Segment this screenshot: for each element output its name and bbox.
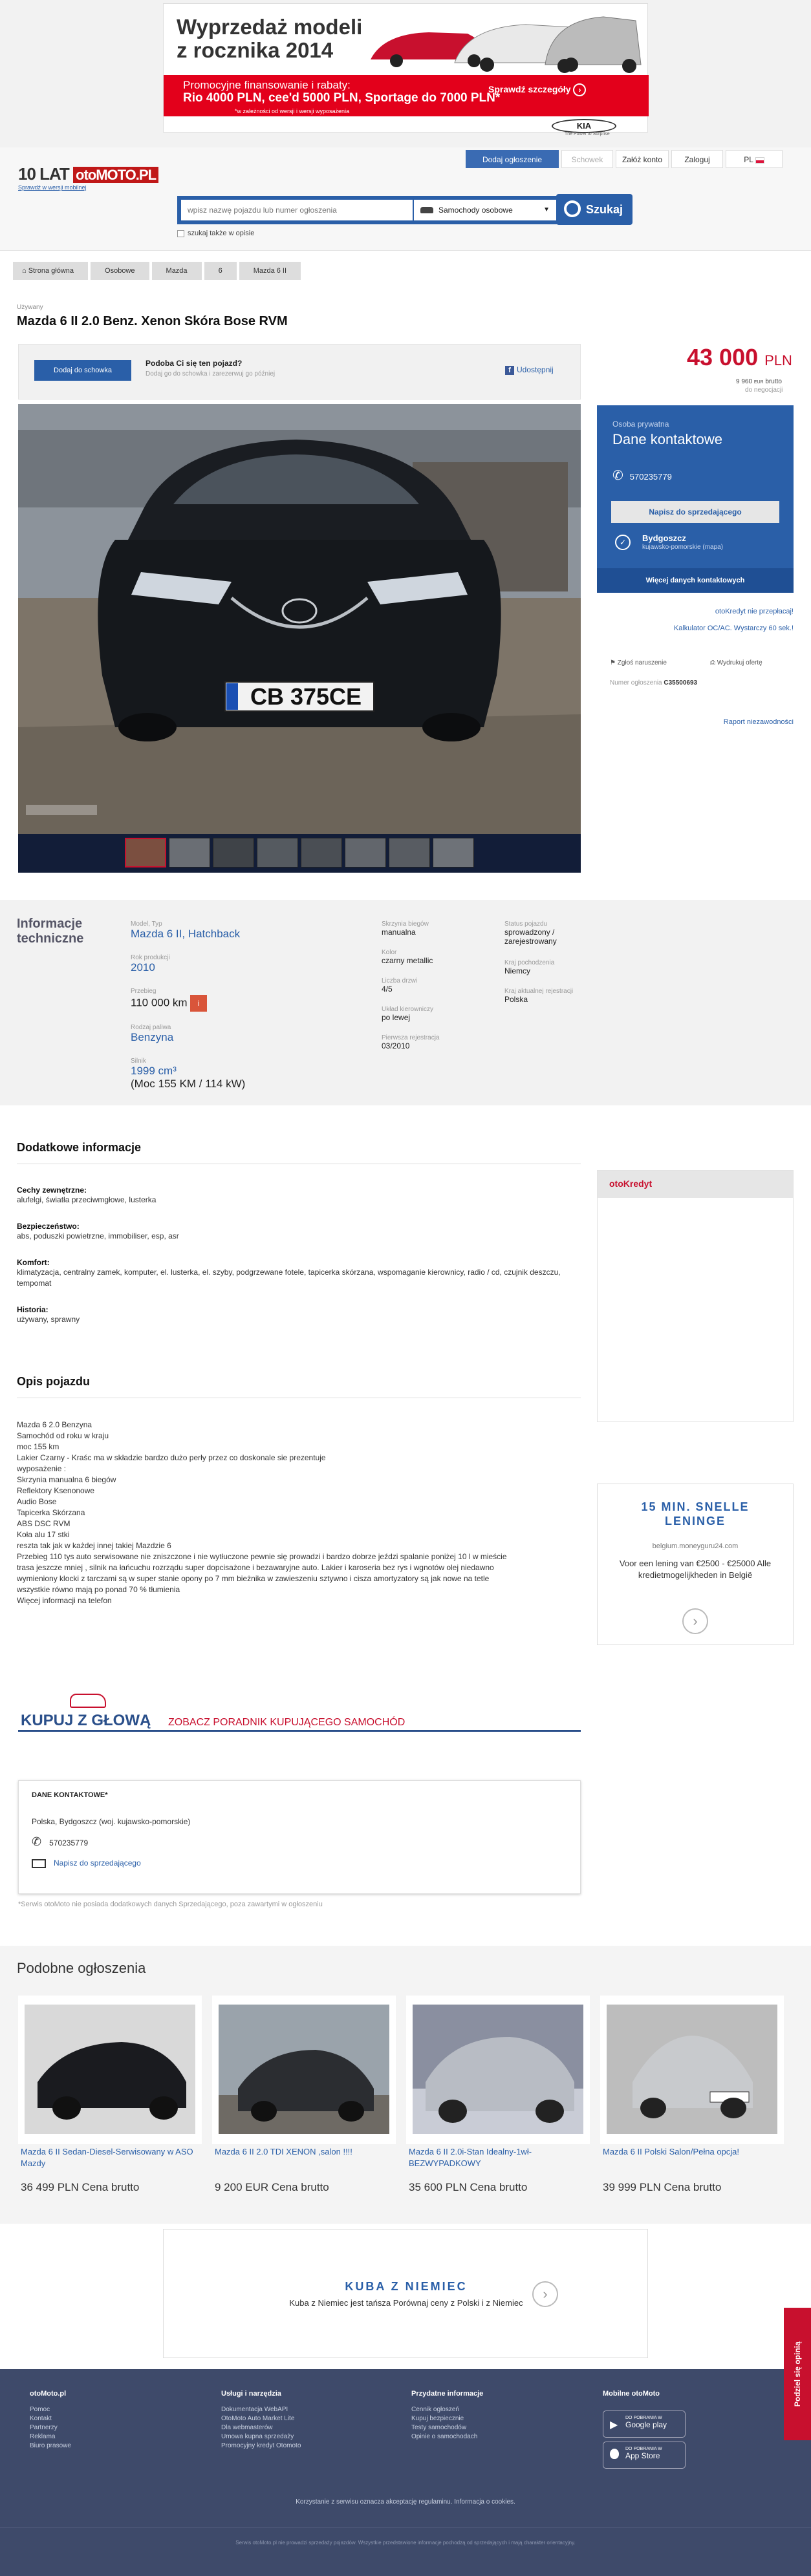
flag-icon: ⚑ — [610, 659, 616, 666]
loan-ad-url: belgium.moneyguru24.com — [652, 1542, 739, 1550]
similar-ad-info — [215, 2146, 396, 2158]
add-ad-button[interactable]: Dodaj ogłoszenie — [466, 150, 559, 168]
site-footer — [0, 2369, 811, 2576]
arrow-right-icon[interactable]: › — [682, 1608, 708, 1634]
kuba-ad-text: Kuba z Niemiec jest tańsza Porównaj ceny z Polski i z Niemiec — [289, 2298, 523, 2308]
footer-col-mobile: Mobilne otoMoto ▶ DO POBRANIA W Google play DO POBRANIA W App Store — [603, 2390, 660, 2398]
home-icon: ⌂ — [22, 267, 27, 275]
footer-link[interactable]: Opinie o samochodach — [411, 2433, 478, 2440]
flag-pl-icon — [755, 157, 764, 164]
insurance-calc-link[interactable]: Kalkulator OC/AC. Wystarczy 60 sek.! — [673, 624, 794, 632]
footer-col-services: Usługi i narzędzia Dokumentacja WebAPI OtoMoto Auto Market Lite Dla webmasterów Umowa kupna sprzedaży Promocyjny kredyt Otomoto — [221, 2390, 301, 2449]
google-play-icon: ▶ — [610, 2420, 618, 2431]
facebook-icon: f — [505, 366, 514, 375]
thumbnail[interactable] — [389, 838, 430, 868]
description-title: Opis pojazdu — [17, 1375, 91, 1388]
breadcrumb-item[interactable]: 6 — [204, 262, 237, 280]
contact-phone-bottom[interactable]: ✆ 570235779 — [32, 1835, 89, 1848]
price: 43 000 PLN — [687, 344, 792, 370]
spec-model: Model, Typ Mazda 6 II, Hatchback — [131, 921, 241, 940]
print-button[interactable]: ⎙ Wydrukuj ofertę — [710, 659, 762, 666]
actions-bar — [18, 344, 581, 399]
breadcrumb-home[interactable]: ⌂ Strona główna — [13, 262, 88, 280]
spec-first-registration: Pierwsza rejestracja 03/2010 — [382, 1034, 440, 1050]
seller-type: Osoba prywatna — [612, 420, 669, 429]
banner-headline-1: Wyprzedaż modeli — [177, 15, 363, 39]
contact-phone[interactable]: ✆ 570235779 — [612, 469, 672, 483]
envelope-icon — [32, 1859, 46, 1868]
kuba-ad-banner[interactable] — [163, 2229, 648, 2358]
footer-link[interactable]: Cennik ogłoszeń — [411, 2406, 459, 2413]
share-button[interactable]: f Udostępnij — [505, 365, 554, 375]
breadcrumb — [13, 262, 303, 281]
thumbnail[interactable] — [169, 838, 210, 868]
banner-cta[interactable]: Sprawdź szczegóły › — [488, 83, 586, 96]
footer-link[interactable]: Pomoc — [30, 2406, 50, 2413]
similar-ad-title[interactable]: Mazda 6 II 2.0i-Stan Idealny-1wł-BEZWYPADKOWY — [409, 2147, 532, 2168]
write-to-seller-link[interactable]: Napisz do sprzedającego — [32, 1858, 141, 1868]
extra-info-content: Cechy zewnętrzne: alufelgi, światła przeciwmgłowe, lusterka Bezpieczeństwo: abs, poduszki powietrzne, immobiliser, esp, asr Komfort: klimatyzacja, centralny zamek, komputer, el. lusterka, el. szyby, podgrzewane fotele, tapicerka skórzana, wspomaganie kierownicy, radio / cd, czujnik deszczu, tempomat Historia: używany, sprawny — [17, 1186, 561, 1324]
footer-link[interactable]: Reklama — [30, 2433, 56, 2440]
otokredyt-widget[interactable] — [597, 1170, 794, 1422]
breadcrumb-item[interactable]: Osobowe — [91, 262, 149, 280]
apple-icon — [610, 2449, 619, 2459]
feedback-tab[interactable]: Podziel się opinią — [784, 2308, 811, 2440]
footer-link[interactable]: Kupuj bezpiecznie — [411, 2415, 464, 2422]
thumbnail[interactable] — [213, 838, 254, 868]
similar-ad-title[interactable]: Mazda 6 II Polski Salon/Pełna opcja! — [603, 2147, 740, 2156]
extra-info-title: Dodatkowe informacje — [17, 1141, 142, 1154]
similar-ad-info — [603, 2146, 784, 2158]
footer-link[interactable]: Biuro prasowe — [30, 2442, 71, 2449]
language-selector[interactable]: PL — [726, 150, 783, 168]
similar-ad-price: 9 200 EUR Cena brutto — [215, 2181, 329, 2193]
spec-fuel: Rodzaj paliwa Benzyna — [131, 1024, 174, 1043]
contact-location: Polska, Bydgoszcz (woj. kujawsko-pomorskie) — [32, 1817, 191, 1826]
info-icon[interactable]: i — [190, 995, 207, 1012]
kia-banner[interactable] — [163, 3, 648, 136]
mobile-version-link[interactable]: Sprawdź w wersji mobilnej — [18, 184, 87, 191]
arrow-right-icon[interactable]: › — [532, 2281, 558, 2307]
similar-ad-image[interactable] — [607, 2005, 777, 2134]
report-button[interactable]: ⚑ Zgłoś naruszenie — [610, 659, 667, 666]
banner-cars-illustration — [358, 8, 642, 72]
footer-link[interactable]: Partnerzy — [30, 2424, 58, 2431]
spec-steering: Układ kierowniczy po lewej — [382, 1006, 434, 1022]
site-logo[interactable]: 10 LAT otoMOTO.PL — [18, 164, 158, 184]
similar-ad-card[interactable] — [406, 1996, 590, 2144]
loan-ad-text: Voor een lening van €2500 - €25000 Alle kredietmogelijkheden in België — [619, 1559, 772, 1580]
login-button[interactable]: Zaloguj — [671, 150, 723, 168]
search-icon — [564, 200, 581, 217]
phone-icon: ✆ — [32, 1835, 42, 1848]
kia-logo: KIA — [552, 119, 616, 133]
like-question: Podoba Ci się ten pojazd? — [146, 359, 243, 368]
page-title: Mazda 6 II 2.0 Benz. Xenon Skóra Bose RVM — [17, 314, 288, 328]
spec-engine: Silnik 1999 cm³ (Moc 155 KM / 114 kW) — [131, 1058, 246, 1090]
condition-label: Używany — [17, 304, 43, 311]
guide-brand: KUPUJ Z GŁOWĄ — [21, 1712, 151, 1729]
location-icon: ✓ — [615, 535, 631, 550]
category-select[interactable]: Samochody osobowe ▼ — [414, 200, 556, 220]
similar-ad-price: 39 999 PLN Cena brutto — [603, 2181, 722, 2193]
loan-ad[interactable] — [597, 1484, 794, 1645]
main-photo[interactable] — [18, 404, 581, 834]
similar-ad-info — [409, 2146, 570, 2169]
similar-ad-title[interactable]: Mazda 6 II 2.0 TDI XENON ,salon !!!! — [215, 2147, 352, 2156]
otokredyt-logo: otoKredyt — [609, 1178, 653, 1189]
similar-ad-image[interactable] — [413, 2005, 583, 2134]
contact-note: *Serwis otoMoto nie posiada dodatkowych danych Sprzedającego, poza zawartymi w ogłoszeniu — [18, 1900, 323, 1908]
description-text: Mazda 6 2.0 Benzyna Samochód od roku w kraju moc 155 km Lakier Czarny - Kraśc ma w składzie bardzo dużo perły przez co doskonale sie prezentuje wyposażenie : Skrzynia manualna 6 biegów Reflektory Ksenonowe Audio Bose Tapicerka Skórzana ABS DSC RVM Koła alu 17 stki reszta tak jak w każdej innej takiej Mazdzie 6 Przebieg 110 tys auto serwisowane nie zniszczone i nie wytłuczone pewnie się prowadzi i bardzo dobrze jeździ spalanie poniżej 10 l w mieście trasa jeszcze mniej , silnik na łańcuchu rozrządu super dopcisażone i bezawaryjne auto. Lakier i karoseria bez rys i wgnotów olej niedawno wymieniony klocki z tarczami są w super stanie opony po 7 mm bieżnika w zawieszeniu sztywno i cisza amortyzatory są jak nowe na tetle wszystkie równo mają po ponad 70 % tłumienia Więcej informacji na telefon — [17, 1420, 507, 1605]
save-to-favorites-button[interactable]: Dodaj do schowka — [34, 360, 131, 381]
contact-title: Dane kontaktowe — [612, 431, 722, 447]
similar-ad-info — [21, 2146, 202, 2169]
banner-line-1: Promocyjne finansowanie i rabaty: — [183, 79, 351, 91]
banner-headline-2: z rocznika 2014 — [177, 38, 334, 62]
breadcrumb-item[interactable]: Mazda 6 II — [239, 262, 301, 280]
similar-ad-image[interactable] — [25, 2005, 195, 2134]
footer-col-otomoto: otoMoto.pl Pomoc Kontakt Partnerzy Reklama Biuro prasowe — [30, 2390, 71, 2449]
spec-doors: Liczba drzwi 4/5 — [382, 977, 418, 994]
footer-link[interactable]: Testy samochodów — [411, 2424, 467, 2431]
footer-link[interactable]: Dokumentacja WebAPI — [221, 2406, 288, 2413]
phone-icon: ✆ — [612, 469, 623, 483]
kia-slogan: The Power to Surprise — [565, 132, 610, 136]
buyer-guide-banner[interactable] — [18, 1692, 581, 1731]
contact-data-title: DANE KONTAKTOWE* — [32, 1791, 108, 1799]
footer-link[interactable]: Promocyjny kredyt Otomoto — [221, 2442, 301, 2449]
spec-origin: Kraj pochodzenia Niemcy — [504, 959, 555, 975]
contact-box — [597, 405, 794, 593]
search-input[interactable] — [181, 200, 413, 220]
similar-ad-card[interactable] — [18, 1996, 202, 2144]
loan-ad-title: 15 MIN. SNELLE LENINGE — [641, 1500, 750, 1528]
negotiable-label: do negocjacji — [745, 387, 783, 394]
spec-status: Status pojazdu sprowadzony / zarejestrowany — [504, 921, 557, 946]
spec-year: Rok produkcji 2010 — [131, 954, 170, 974]
similar-ads-title: Podobne ogłoszenia — [17, 1960, 146, 1976]
write-to-seller-button[interactable]: Napisz do sprzedającego — [611, 501, 779, 523]
footer-link[interactable]: OtoMoto Auto Market Lite — [221, 2415, 295, 2422]
footer-legal[interactable]: Korzystanie z serwisu oznacza akceptację regulaminu. Informacja o cookies. — [296, 2498, 515, 2506]
spec-mileage: Przebieg 110 000 km i — [131, 988, 207, 1012]
contact-data-box — [18, 1780, 581, 1894]
breadcrumb-item[interactable]: Mazda — [152, 262, 202, 280]
print-icon: ⎙ — [710, 659, 715, 666]
credit-link[interactable]: otoKredyt nie przepłacaj! — [715, 608, 794, 615]
saved-button[interactable]: Schowek — [561, 150, 613, 168]
photo-thumbnails — [18, 834, 581, 873]
ad-number: Numer ogłoszenia C35500693 — [610, 679, 698, 687]
like-subtext: Dodaj go do schowka i zarezerwuj go później — [146, 370, 276, 378]
thumbnail[interactable] — [125, 838, 166, 868]
similar-ad-price: 35 600 PLN Cena brutto — [409, 2181, 528, 2193]
similar-ad-image[interactable] — [219, 2005, 389, 2134]
footer-link[interactable]: Kontakt — [30, 2415, 52, 2422]
similar-ad-card[interactable] — [212, 1996, 396, 2144]
arrow-right-icon: › — [573, 83, 586, 96]
thumbnail[interactable] — [301, 838, 342, 868]
chevron-down-icon: ▼ — [543, 206, 550, 213]
kuba-ad-title: KUBA Z NIEMIEC — [345, 2280, 468, 2293]
license-plate: CB 375CE — [250, 683, 362, 710]
seller-region[interactable]: kujawsko-pomorskie (mapa) — [642, 544, 724, 551]
reliability-report-link[interactable]: Raport niezawodności — [723, 718, 794, 726]
more-contact-data-button[interactable]: Więcej danych kontaktowych — [597, 568, 794, 593]
register-button[interactable]: Załóż konto — [616, 150, 669, 168]
spec-registration-country: Kraj aktualnej rejestracji Polska — [504, 988, 574, 1004]
banner-line-3: *w zależności od wersji i wersji wyposażenia — [235, 108, 350, 114]
similar-ad-title[interactable]: Mazda 6 II Sedan-Diesel-Serwisowany w ASO Mazdy — [21, 2147, 193, 2168]
similar-ad-card[interactable] — [600, 1996, 784, 2144]
thumbnail[interactable] — [433, 838, 474, 868]
spec-gearbox: Skrzynia biegów manualna — [382, 921, 429, 937]
technical-info-title: Informacje techniczne — [17, 917, 84, 946]
banner-line-2: Rio 4000 PLN, cee'd 5000 PLN, Sportage do 7000 PLN* — [183, 91, 501, 105]
footer-col-info: Przydatne informacje Cennik ogłoszeń Kupuj bezpiecznie Testy samochodów Opinie o samochodach — [411, 2390, 484, 2440]
car-icon — [420, 207, 433, 213]
spec-color: Kolor czarny metallic — [382, 949, 433, 965]
guide-link[interactable]: ZOBACZ PORADNIK KUPUJĄCEGO SAMOCHÓD — [168, 1717, 405, 1728]
similar-ad-price: 36 499 PLN Cena brutto — [21, 2181, 140, 2193]
app-store-button[interactable]: DO POBRANIA W App Store — [603, 2442, 686, 2469]
seller-city: Bydgoszcz — [642, 533, 686, 543]
thumbnail[interactable] — [345, 838, 386, 868]
price-alternate: 9 960 EUR brutto — [736, 378, 782, 385]
search-in-description-checkbox[interactable]: szukaj także w opisie — [177, 229, 254, 237]
footer-disclaimer: Serwis otoMoto.pl nie prowadzi sprzedaży pojazdów. Wszystkie przedstawione informacje pochodzą od sprzedających i mają charakter orientacyjny. — [235, 2540, 576, 2546]
footer-link[interactable]: Umowa kupna sprzedaży — [221, 2433, 294, 2440]
search-button[interactable]: Szukaj — [556, 194, 633, 225]
car-photo-illustration — [18, 404, 581, 834]
thumbnail[interactable] — [257, 838, 298, 868]
google-play-button[interactable]: ▶ DO POBRANIA W Google play — [603, 2411, 686, 2438]
footer-link[interactable]: Dla webmasterów — [221, 2424, 273, 2431]
car-outline-icon — [70, 1694, 106, 1708]
